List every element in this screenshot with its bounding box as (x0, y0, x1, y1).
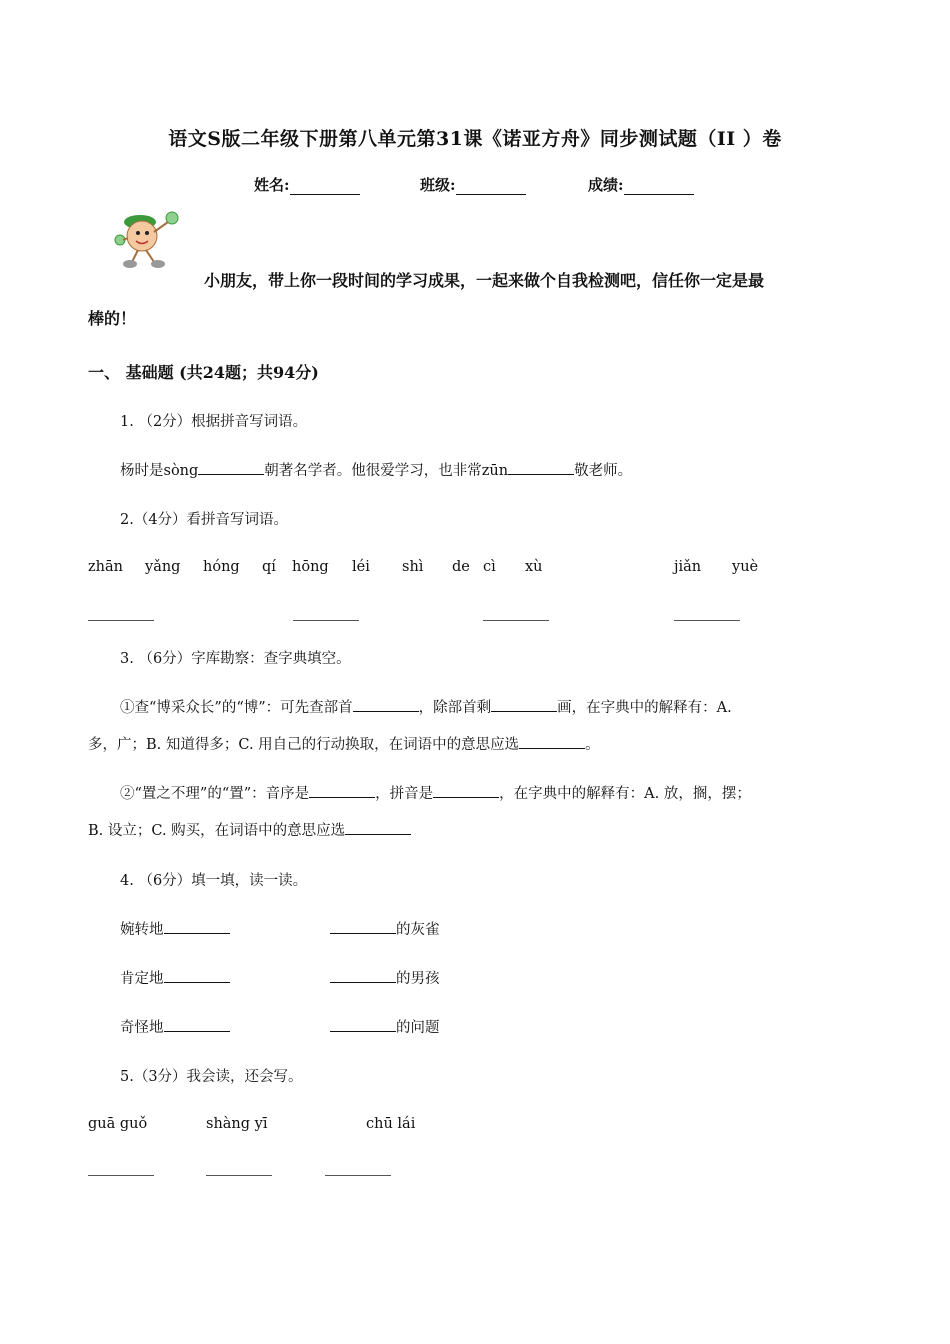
q4-right-1 (330, 918, 440, 939)
q3-l1a: ①查“博采众长”的“博”：可先查部首 (120, 700, 353, 716)
class-field (420, 174, 526, 195)
q4-right-label-2: 的男孩 (396, 971, 440, 987)
q4-left-label-1: 婉转地 (120, 922, 164, 938)
q4-left-label-2: 肯定地 (120, 971, 164, 987)
q3-blank-5[interactable] (433, 783, 499, 798)
q2-pinyin-2: hóng (203, 559, 240, 575)
q4-left-label-3: 奇怪地 (120, 1020, 164, 1036)
question-1-header: 1. （2分）根据拼音写词语。 (120, 414, 308, 430)
name-label: 姓名: (254, 176, 290, 194)
q4-left-3 (120, 1016, 230, 1037)
q4-left-blank-1[interactable] (164, 919, 230, 934)
q3-l3b: ，拼音是 (375, 786, 434, 802)
intro-line-1: 小朋友，带上你一段时间的学习成果，一起来做个自我检测吧，信任你一定是最 (204, 271, 765, 290)
q3-l3a: ②“置之不理”的“置”：音序是 (120, 786, 310, 802)
q4-left-blank-3[interactable] (164, 1017, 230, 1032)
q3-l2a: 多，广；B. 知道得多；C. 用自己的行动换取，在词语中的意思应选 (88, 737, 520, 753)
name-blank[interactable] (290, 178, 360, 195)
q4-right-blank-3[interactable] (330, 1017, 396, 1032)
q3-line-3 (120, 782, 751, 803)
intro-line-2: 棒的！ (88, 309, 137, 328)
question-5-header: 5.（3分）我会读，还会写。 (120, 1069, 303, 1085)
q1-blank-2[interactable] (508, 460, 574, 475)
q3-l1b: ，除部首剩 (418, 700, 492, 716)
section-heading: 一、 基础题 (共24题；共94分) (88, 363, 319, 382)
score-blank[interactable] (624, 178, 694, 195)
page-title: 语文S版二年级下册第八单元第31课《诺亚方舟》同步测试题（II ）卷 (168, 128, 782, 150)
q2-answer-line-4[interactable] (674, 619, 740, 621)
name-field (254, 174, 360, 195)
q3-line-4 (88, 819, 411, 840)
question-1-text (120, 459, 632, 480)
question-2-header: 2.（4分）看拼音写词语。 (120, 512, 289, 528)
q5-pinyin-2: shàng yī (206, 1116, 268, 1132)
question-3-header: 3. （6分）字库勘察：查字典填空。 (120, 651, 351, 667)
q3-blank-6[interactable] (345, 820, 411, 835)
q2-pinyin-7: de (452, 559, 470, 575)
class-label: 班级: (420, 176, 456, 194)
q4-left-2 (120, 967, 230, 988)
q5-answer-line-3[interactable] (325, 1174, 391, 1176)
q1-part-2: 朝著名学者。他很爱学习，也非常zūn (264, 463, 509, 479)
q5-pinyin-3: chū lái (366, 1116, 416, 1132)
score-field (588, 174, 694, 195)
q2-answer-line-3[interactable] (483, 619, 549, 621)
q4-right-blank-1[interactable] (330, 919, 396, 934)
q3-l4a: B. 设立；C. 购买，在词语中的意思应选 (88, 823, 346, 839)
q3-blank-4[interactable] (309, 783, 375, 798)
q2-pinyin-11: yuè (732, 559, 759, 575)
q1-part-1: 杨时是sòng (120, 463, 199, 479)
q4-right-label-3: 的问题 (396, 1020, 440, 1036)
q4-right-blank-2[interactable] (330, 968, 396, 983)
q5-answer-line-1[interactable] (88, 1174, 154, 1176)
q2-pinyin-5: léi (352, 559, 370, 575)
q3-line-1 (120, 696, 732, 717)
q1-part-3: 敬老师。 (574, 463, 633, 479)
q2-pinyin-8: cì (483, 559, 496, 575)
question-4-header: 4. （6分）填一填，读一读。 (120, 873, 308, 889)
q3-l1c: 画，在字典中的解释有：A. (557, 700, 732, 716)
q3-l3c: ，在字典中的解释有：A. 放，搁，摆； (499, 786, 751, 802)
q4-right-3 (330, 1016, 440, 1037)
q2-pinyin-1: yǎng (145, 559, 181, 575)
q3-blank-2[interactable] (491, 697, 557, 712)
q2-pinyin-10: jiǎn (674, 559, 702, 575)
q4-right-label-1: 的灰雀 (396, 922, 440, 938)
q4-left-1 (120, 918, 230, 939)
mascot-icon (114, 206, 186, 270)
q4-right-2 (330, 967, 440, 988)
q2-pinyin-0: zhān (88, 559, 123, 575)
q2-answer-line-1[interactable] (88, 619, 154, 621)
q2-pinyin-3: qí (262, 559, 276, 575)
class-blank[interactable] (456, 178, 526, 195)
q4-left-blank-2[interactable] (164, 968, 230, 983)
score-label: 成绩: (588, 176, 624, 194)
q5-pinyin-1: guā guǒ (88, 1116, 148, 1132)
q3-l2b: 。 (585, 737, 600, 753)
q2-pinyin-9: xù (525, 559, 543, 575)
q3-blank-1[interactable] (353, 697, 419, 712)
q3-line-2 (88, 733, 600, 754)
q3-blank-3[interactable] (519, 734, 585, 749)
q5-answer-line-2[interactable] (206, 1174, 272, 1176)
q1-blank-1[interactable] (198, 460, 264, 475)
q2-pinyin-6: shì (402, 559, 424, 575)
q2-answer-line-2[interactable] (293, 619, 359, 621)
q2-pinyin-4: hōng (292, 559, 329, 575)
